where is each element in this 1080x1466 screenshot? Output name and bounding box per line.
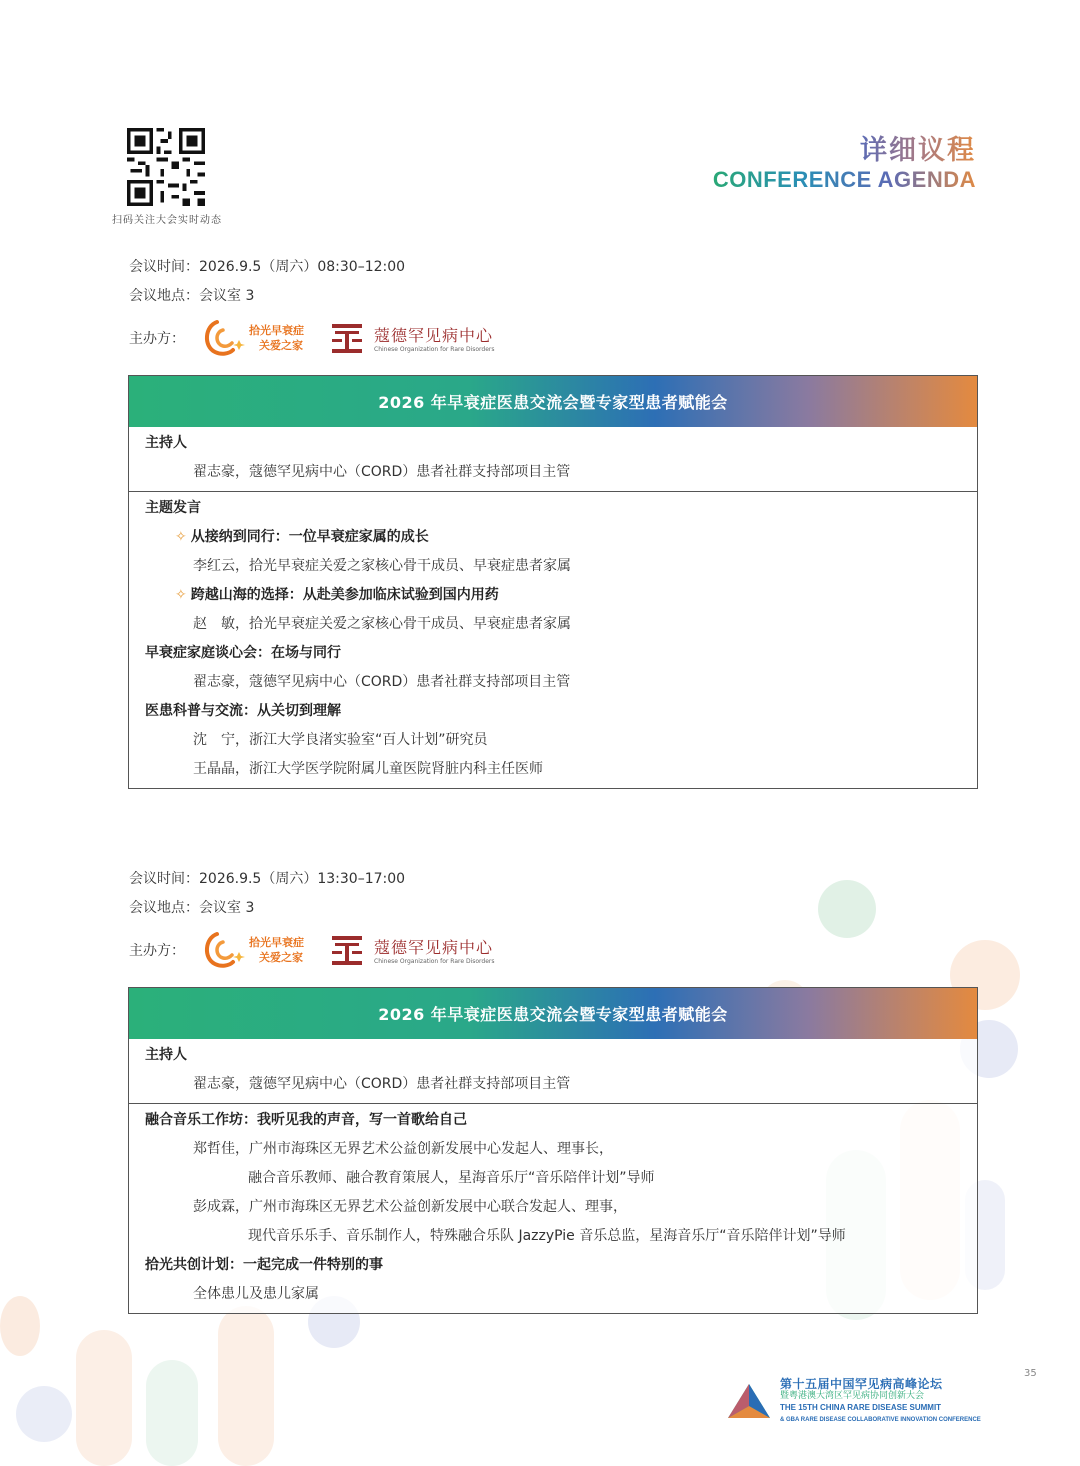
summit-logo (726, 1378, 981, 1426)
organizer-label: 主办方： (129, 943, 185, 959)
organizer-label: 主办方： (129, 331, 185, 347)
workshop-speaker-detail: 融合音乐教师、融合教育策展人，星海音乐厅“音乐陪伴计划”导师 (248, 1170, 655, 1186)
talk-speaker: 赵 敏，拾光早衰症关爱之家核心骨干成员、早衰症患者家属 (193, 616, 571, 632)
host-section (129, 1039, 977, 1104)
session2-agenda-title: 2026 年早衰症医患交流会暨专家型患者赋能会 (129, 988, 977, 1039)
science-title: 医患科普与交流：从关切到理解 (145, 703, 341, 719)
workshop-section (129, 1104, 977, 1313)
session1-organizers (129, 318, 495, 358)
session2-place: 会议地点：会议室 3 (129, 900, 255, 916)
summit-name-en: THE 15TH CHINA RARE DISEASE SUMMIT (780, 1403, 942, 1412)
shiguang-logo-icon (199, 930, 245, 970)
co-create-participants: 全体患儿及患儿家属 (193, 1286, 319, 1302)
host-section (129, 427, 977, 492)
workshop-speaker: 彭成霖，广州市海珠区无界艺术公益创新发展中心联合发起人、理事， (193, 1199, 627, 1215)
cord-logo (330, 933, 495, 967)
talk-title: ✧ 跨越山海的选择：从赴美参加临床试验到国内用药 (175, 587, 499, 603)
summit-name-en-sub: & GBA RARE DISEASE COLLABORATIVE INNOVATION CONFERENCE (780, 1417, 981, 1423)
summit-name-cn-sub: 暨粤港澳大湾区罕见病协同创新大会 (780, 1391, 925, 1401)
host-name: 翟志豪，蔻德罕见病中心（CORD）患者社群支持部项目主管 (193, 464, 571, 480)
qr-caption: 扫码关注大会实时动态 (112, 215, 222, 226)
shiguang-logo-icon (199, 318, 245, 358)
workshop-title: 融合音乐工作坊：我听见我的声音，写一首歌给自己 (145, 1112, 467, 1128)
summit-name-cn: 第十五届中国罕见病高峰论坛 (780, 1377, 943, 1391)
workshop-speaker: 郑哲佳，广州市海珠区无界艺术公益创新发展中心发起人、理事长， (193, 1141, 613, 1157)
cord-name-en: Chinese Organization for Rare Disorders (374, 346, 495, 353)
session1-time: 会议时间：2026.9.5（周六）08:30–12:00 (129, 259, 406, 275)
summit-triangle-icon (726, 1382, 772, 1422)
host-label: 主持人 (145, 1047, 187, 1063)
session1-agenda-table (128, 375, 978, 789)
sparkle-icon: ✧ (175, 587, 187, 603)
theme-label: 主题发言 (145, 500, 201, 516)
shiguang-name-line2: 关爱之家 (259, 951, 303, 964)
talk-title: ✧ 从接纳到同行：一位早衰症家属的成长 (175, 529, 429, 545)
shiguang-name-line1: 拾光早衰症 (249, 324, 304, 337)
shiguang-logo (199, 318, 304, 358)
session2-agenda-table (128, 987, 978, 1314)
shiguang-name-line1: 拾光早衰症 (249, 936, 304, 949)
session2-time: 会议时间：2026.9.5（周六）13:30–17:00 (129, 871, 406, 887)
cord-logo (330, 321, 495, 355)
cord-name-cn: 蔻德罕见病中心 (374, 938, 494, 957)
workshop-speaker-detail: 现代音乐乐手、音乐制作人，特殊融合乐队 JazzyPie 音乐总监，星海音乐厅“音乐陪伴计划”导师 (248, 1228, 846, 1244)
family-talk-host: 翟志豪，蔻德罕见病中心（CORD）患者社群支持部项目主管 (193, 674, 571, 690)
page-title-cn: 详细议程 (860, 128, 976, 167)
talks-section (129, 492, 977, 788)
shiguang-logo (199, 930, 304, 970)
qr-code[interactable] (127, 128, 205, 206)
sparkle-icon: ✧ (175, 529, 187, 545)
cord-name-en: Chinese Organization for Rare Disorders (374, 958, 495, 965)
host-label: 主持人 (145, 435, 187, 451)
cord-logo-icon (330, 933, 364, 967)
co-create-title: 拾光共创计划：一起完成一件特别的事 (145, 1257, 383, 1273)
host-name: 翟志豪，蔻德罕见病中心（CORD）患者社群支持部项目主管 (193, 1076, 571, 1092)
session2-organizers (129, 930, 495, 970)
talk-speaker: 李红云，拾光早衰症关爱之家核心骨干成员、早衰症患者家属 (193, 558, 571, 574)
family-talk-title: 早衰症家庭谈心会：在场与同行 (145, 645, 341, 661)
page-number: 35 (1024, 1368, 1037, 1379)
page-title-en: CONFERENCE AGENDA (712, 167, 976, 192)
session1-agenda-title: 2026 年早衰症医患交流会暨专家型患者赋能会 (129, 376, 977, 427)
cord-logo-icon (330, 321, 364, 355)
science-speaker: 沈 宁，浙江大学良渚实验室“百人计划”研究员 (193, 732, 488, 748)
shiguang-name-line2: 关爱之家 (259, 339, 303, 352)
science-speaker: 王晶晶，浙江大学医学院附属儿童医院肾脏内科主任医师 (193, 761, 543, 777)
session1-place: 会议地点：会议室 3 (129, 288, 255, 304)
cord-name-cn: 蔻德罕见病中心 (374, 326, 494, 345)
